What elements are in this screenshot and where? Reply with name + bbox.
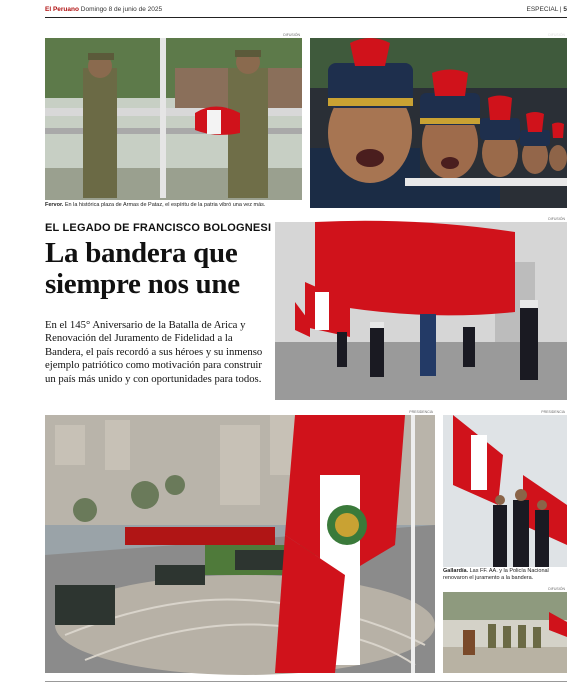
page-number: 5: [563, 6, 567, 13]
article-kicker: EL LEGADO DE FRANCISCO BOLOGNESI: [45, 222, 272, 234]
photo-armed-forces: [443, 410, 567, 567]
issue-date: Domingo 8 de junio de 2025: [80, 6, 163, 13]
photo-armed-forces-image: [443, 415, 567, 567]
photo-podium: [443, 587, 567, 673]
section-label: [527, 6, 567, 13]
footer-rule: [45, 681, 567, 682]
photo-cadets: [310, 33, 567, 208]
photo-credit: PRESIDENCIA: [541, 410, 565, 414]
photo-credit: DIFUSIÓN: [548, 217, 565, 221]
caption-text: En la histórica plaza de Armas de Pataz, el espíritu de la patria vibró una vez más.: [63, 202, 266, 208]
photo-credit: DIFUSIÓN: [548, 33, 565, 37]
photo-caption-fervor: [45, 202, 305, 209]
photo-flag-ceremony-image: [275, 222, 567, 400]
photo-aerial-plaza: [45, 410, 435, 673]
photo-caption-gallardia: [443, 568, 567, 582]
article-lead: En el 145° Aniversario de la Batalla de Arica y Renovación del Juramento de Fidelidad a la Bandera, el país recordó a sus héroes y su inmenso ejemplo patriótico como motivación para construir un país más unido y con oportunidades para todos.: [45, 319, 263, 385]
newspaper-brand: El Peruano: [45, 6, 79, 13]
photo-flag-ceremony: [275, 217, 567, 400]
photo-podium-image: [443, 592, 567, 673]
photo-credit: DIFUSIÓN: [548, 587, 565, 591]
photo-credit: DIFUSIÓN: [283, 33, 300, 37]
photo-cadets-image: [310, 38, 567, 208]
header-rule: [45, 17, 567, 18]
article-title-line: La bandera que: [45, 237, 238, 269]
article-title: [45, 238, 275, 300]
caption-lead: Fervor.: [45, 202, 64, 208]
photo-soldiers-flag-image: [45, 38, 302, 200]
caption-text: Las FF. AA. y la Policía Nacional renovaron el juramento a la bandera.: [443, 568, 549, 581]
photo-aerial-plaza-image: [45, 415, 435, 673]
photo-soldiers-flag: [45, 33, 302, 200]
article-title-line: siempre nos une: [45, 268, 240, 300]
caption-lead: Gallardía.: [443, 568, 469, 574]
section-name: ESPECIAL |: [526, 6, 564, 13]
photo-credit: PRESIDENCIA: [409, 410, 433, 414]
